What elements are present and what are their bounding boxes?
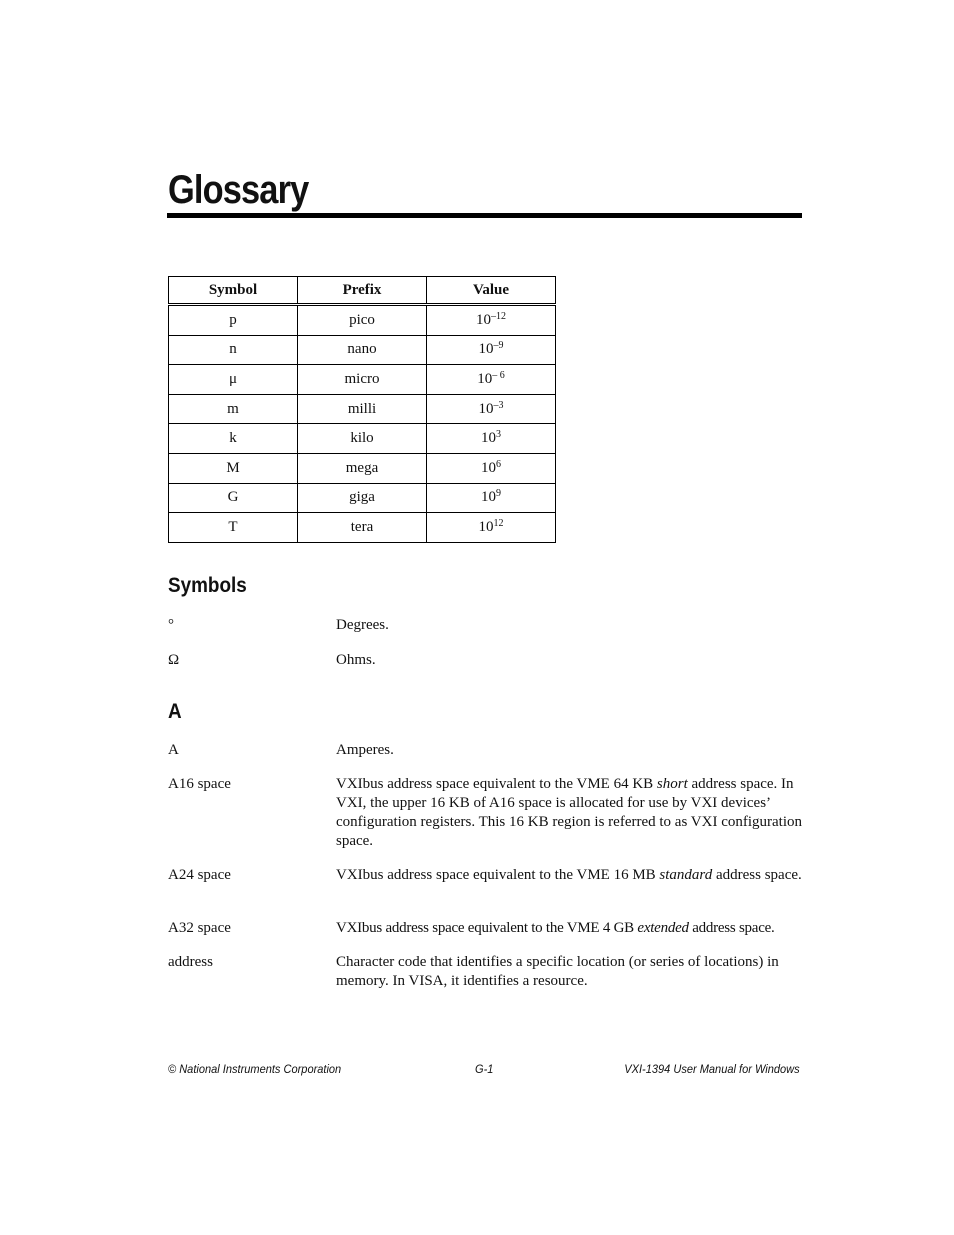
glossary-definition: Degrees. — [336, 617, 389, 633]
symbol-cell: n — [169, 335, 298, 365]
value-exponent: –12 — [491, 310, 506, 322]
glossary-term: A — [168, 742, 179, 758]
value-cell — [427, 394, 556, 424]
value-exponent: –9 — [493, 340, 504, 352]
table-row — [169, 453, 556, 483]
glossary-term: A24 space — [168, 867, 231, 883]
column-header-prefix: Prefix — [298, 277, 427, 305]
table-header-row — [169, 277, 556, 305]
value-exponent: 9 — [496, 488, 501, 500]
glossary-definition — [336, 866, 802, 885]
symbol-cell: m — [169, 394, 298, 424]
value-base: 10 — [477, 370, 493, 387]
section-heading-symbols: Symbols — [168, 574, 247, 597]
title-rule — [167, 213, 802, 218]
glossary-definition — [336, 775, 802, 851]
prefix-cell: milli — [298, 394, 427, 424]
glossary-term: ° — [168, 617, 174, 633]
value-cell — [427, 424, 556, 454]
table-row — [169, 513, 556, 543]
value-base: 10 — [478, 400, 494, 417]
glossary-definition: Character code that identifies a specific location (or series of locations) in memory. In VISA, it identifies a resource. — [336, 954, 779, 989]
definition-text: address space. — [712, 867, 802, 883]
value-base: 10 — [478, 341, 494, 358]
prefix-cell: tera — [298, 513, 427, 543]
prefix-cell: nano — [298, 335, 427, 365]
table-row — [169, 394, 556, 424]
prefix-cell: mega — [298, 453, 427, 483]
definition-text: VXIbus address space equivalent to the VME 64 KB — [336, 776, 657, 792]
value-cell — [427, 453, 556, 483]
value-cell — [427, 305, 556, 336]
prefix-cell: kilo — [298, 424, 427, 454]
definition-text: VXIbus address space equivalent to the VME 4 GB — [336, 920, 638, 936]
page-title: Glossary — [168, 168, 309, 212]
value-base: 10 — [481, 459, 496, 476]
glossary-term: A32 space — [168, 920, 231, 936]
table-row — [169, 305, 556, 336]
table-row — [169, 483, 556, 513]
footer-manual-title: VXI-1394 User Manual for Windows — [624, 1062, 800, 1076]
definition-emphasis: extended — [637, 920, 689, 936]
definition-emphasis: short — [656, 776, 688, 792]
table-row — [169, 365, 556, 395]
glossary-term: Ω — [168, 652, 180, 668]
glossary-entry — [168, 919, 802, 938]
definition-text: address space. In VXI, the upper 16 KB of A16 space is allocated for use by VXI devices’ configuration registers. This 16 KB region is referred to as VXI configuration space. — [336, 776, 802, 849]
symbol-cell: p — [169, 305, 298, 336]
value-cell — [427, 483, 556, 513]
symbol-cell: T — [169, 513, 298, 543]
value-base: 10 — [476, 311, 491, 328]
symbol-cell: G — [169, 483, 298, 513]
value-exponent: 12 — [493, 517, 504, 529]
symbol-cell: k — [169, 424, 298, 454]
table-row — [169, 335, 556, 365]
value-cell — [427, 513, 556, 543]
footer-page-number: G-1 — [475, 1062, 494, 1076]
column-header-value: Value — [427, 277, 556, 305]
value-exponent: 6 — [496, 458, 501, 470]
value-base: 10 — [481, 430, 496, 447]
definition-emphasis: standard — [659, 867, 713, 883]
glossary-entry — [168, 651, 802, 670]
definition-text: address space. — [688, 920, 775, 936]
glossary-entry — [168, 953, 802, 991]
column-header-symbol: Symbol — [169, 277, 298, 305]
symbol-cell: M — [169, 453, 298, 483]
value-cell — [427, 335, 556, 365]
definition-text: VXIbus address space equivalent to the VME 16 MB — [336, 867, 660, 883]
glossary-term: address — [168, 954, 213, 970]
value-cell — [427, 365, 556, 395]
glossary-entry — [168, 616, 802, 635]
prefix-table — [168, 276, 556, 543]
glossary-entry — [168, 741, 802, 760]
glossary-definition: Ohms. — [336, 652, 376, 668]
glossary-definition — [336, 919, 802, 938]
value-base: 10 — [481, 489, 496, 506]
glossary-entry — [168, 775, 802, 851]
value-exponent: 3 — [496, 429, 501, 441]
symbol-cell: μ — [169, 365, 298, 395]
glossary-term: A16 space — [168, 776, 231, 792]
table-row — [169, 424, 556, 454]
prefix-cell: giga — [298, 483, 427, 513]
glossary-definition: Amperes. — [336, 742, 394, 758]
value-exponent: –3 — [493, 399, 504, 411]
footer-copyright: © National Instruments Corporation — [168, 1062, 342, 1076]
value-exponent: – 6 — [492, 369, 505, 381]
glossary-entry — [168, 866, 802, 885]
value-base: 10 — [478, 518, 494, 535]
prefix-cell: pico — [298, 305, 427, 336]
prefix-cell: micro — [298, 365, 427, 395]
section-heading-a: A — [168, 700, 182, 723]
